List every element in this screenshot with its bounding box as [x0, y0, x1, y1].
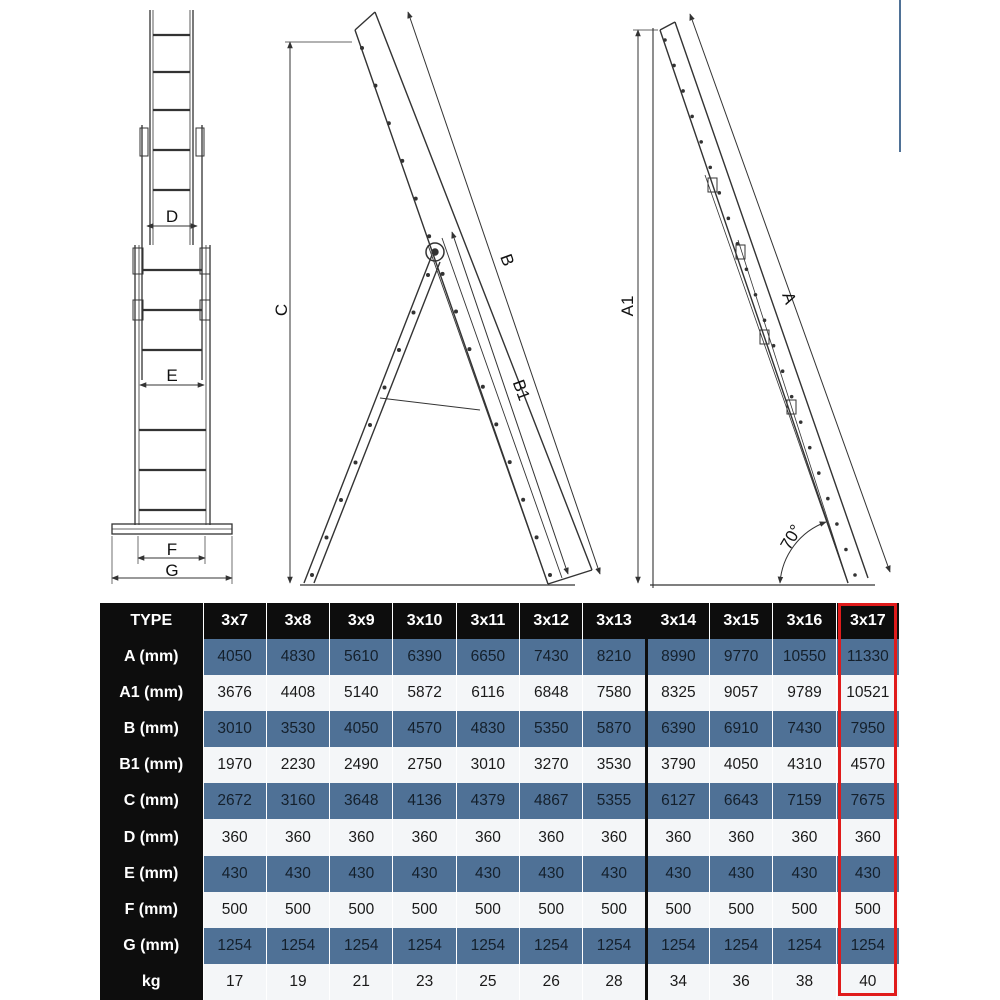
table-cell: 430	[773, 856, 836, 892]
table-cell: 2230	[266, 747, 329, 783]
rung-mark	[481, 385, 485, 389]
table-cell: 1254	[773, 928, 836, 964]
rung-mark	[325, 536, 329, 540]
rung-mark	[426, 273, 430, 277]
label-A1: A1	[618, 295, 637, 317]
label-B: B	[496, 251, 519, 269]
table-cell: 8210	[583, 639, 646, 675]
label-C: C	[272, 303, 291, 317]
table-cell: 10550	[773, 639, 836, 675]
type-header-3x16: 3x16	[773, 603, 836, 639]
rung-mark	[672, 64, 676, 68]
rung-mark	[508, 460, 512, 464]
table-cell: 9770	[710, 639, 773, 675]
table-cell: 9789	[773, 675, 836, 711]
rung-mark	[339, 498, 343, 502]
rung-mark	[383, 386, 387, 390]
row-label: C (mm)	[100, 783, 203, 819]
table-cell: 1970	[203, 747, 266, 783]
table-cell: 21	[330, 964, 393, 1000]
table-cell: 7580	[583, 675, 646, 711]
rung-mark	[699, 140, 703, 144]
rung-mark	[427, 234, 431, 238]
table-cell: 2490	[330, 747, 393, 783]
table-cell: 8325	[646, 675, 709, 711]
table-cell: 500	[330, 892, 393, 928]
table-cell: 430	[836, 856, 899, 892]
table-cell: 7675	[836, 783, 899, 819]
table-cell: 3648	[330, 783, 393, 819]
rung-mark	[690, 115, 694, 119]
rung-mark	[310, 573, 314, 577]
rung-mark	[535, 535, 539, 539]
row-label: D (mm)	[100, 819, 203, 855]
row-label: G (mm)	[100, 928, 203, 964]
rung-mark	[844, 548, 848, 552]
table-cell: 1254	[266, 928, 329, 964]
table-cell: 4310	[773, 747, 836, 783]
header-type-label: TYPE	[100, 603, 203, 639]
table-cell: 11330	[836, 639, 899, 675]
rung-mark	[754, 293, 758, 297]
table-cell: 360	[520, 819, 583, 855]
table-cell: 1254	[456, 928, 519, 964]
rung-mark	[368, 423, 372, 427]
table-cell: 500	[773, 892, 836, 928]
table-cell: 4570	[393, 711, 456, 747]
table-cell: 1254	[203, 928, 266, 964]
rung-mark	[441, 272, 445, 276]
table-cell: 10521	[836, 675, 899, 711]
front-view	[112, 10, 232, 534]
table-cell: 7430	[773, 711, 836, 747]
table-cell: 430	[330, 856, 393, 892]
rung-mark	[360, 46, 364, 50]
rung-mark	[397, 348, 401, 352]
rung-mark	[763, 318, 767, 322]
table-cell: 4050	[330, 711, 393, 747]
table-cell: 430	[266, 856, 329, 892]
table-cell: 430	[646, 856, 709, 892]
leaning-view	[633, 14, 890, 588]
table-cell: 4136	[393, 783, 456, 819]
row-label: A1 (mm)	[100, 675, 203, 711]
table-cell: 3270	[520, 747, 583, 783]
rung-mark	[548, 573, 552, 577]
table-cell: 5870	[583, 711, 646, 747]
row-label: A (mm)	[100, 639, 203, 675]
table-cell: 6848	[520, 675, 583, 711]
row-label: B (mm)	[100, 711, 203, 747]
rung-mark	[717, 191, 721, 195]
type-header-3x12: 3x12	[520, 603, 583, 639]
table-cell: 360	[773, 819, 836, 855]
rung-mark	[727, 217, 731, 221]
table-cell: 2750	[393, 747, 456, 783]
table-cell: 34	[646, 964, 709, 1000]
table-cell: 500	[646, 892, 709, 928]
table-row	[100, 675, 900, 711]
table-cell: 2672	[203, 783, 266, 819]
row-label: E (mm)	[100, 856, 203, 892]
table-cell: 360	[266, 819, 329, 855]
table-cell: 6643	[710, 783, 773, 819]
table-cell: 4050	[203, 639, 266, 675]
table-cell: 1254	[330, 928, 393, 964]
rung-mark	[808, 446, 812, 450]
label-E: E	[166, 366, 178, 385]
table-cell: 3160	[266, 783, 329, 819]
table-cell: 500	[520, 892, 583, 928]
table-cell: 26	[520, 964, 583, 1000]
spec-table	[100, 603, 900, 1000]
rung-mark	[781, 369, 785, 373]
table-cell: 6910	[710, 711, 773, 747]
rung-mark	[745, 267, 749, 271]
table-cell: 36	[710, 964, 773, 1000]
table-cell: 7430	[520, 639, 583, 675]
label-angle: 70°	[776, 521, 806, 554]
table-cell: 430	[393, 856, 456, 892]
table-cell: 430	[710, 856, 773, 892]
table-cell: 500	[393, 892, 456, 928]
table-cell: 5355	[583, 783, 646, 819]
table-cell: 4379	[456, 783, 519, 819]
table-cell: 5350	[520, 711, 583, 747]
table-cell: 4570	[836, 747, 899, 783]
type-header-3x13: 3x13	[583, 603, 646, 639]
table-cell: 3530	[583, 747, 646, 783]
rung-mark	[454, 310, 458, 314]
table-cell: 38	[773, 964, 836, 1000]
table-cell: 6127	[646, 783, 709, 819]
rung-mark	[708, 166, 712, 170]
table-cell: 3790	[646, 747, 709, 783]
table-cell: 6390	[646, 711, 709, 747]
rung-mark	[387, 121, 391, 125]
table-cell: 4408	[266, 675, 329, 711]
rung-mark	[663, 38, 667, 42]
table-cell: 360	[393, 819, 456, 855]
type-header-3x10: 3x10	[393, 603, 456, 639]
rung-mark	[494, 422, 498, 426]
table-cell: 430	[456, 856, 519, 892]
table-row	[100, 928, 900, 964]
table-cell: 1254	[393, 928, 456, 964]
table-row	[100, 819, 900, 855]
table-cell: 360	[203, 819, 266, 855]
label-G: G	[165, 561, 179, 580]
table-cell: 500	[836, 892, 899, 928]
table-row	[100, 856, 900, 892]
rung-mark	[681, 89, 685, 93]
table-cell: 360	[710, 819, 773, 855]
table-cell: 40	[836, 964, 899, 1000]
table-cell: 500	[266, 892, 329, 928]
table-cell: 7950	[836, 711, 899, 747]
table-cell: 360	[836, 819, 899, 855]
table-row	[100, 711, 900, 747]
label-F: F	[166, 540, 178, 559]
table-header-row	[100, 603, 900, 639]
table-cell: 430	[203, 856, 266, 892]
table-cell: 4830	[456, 711, 519, 747]
table-cell: 9057	[710, 675, 773, 711]
rung-mark	[400, 159, 404, 163]
rung-mark	[412, 311, 416, 315]
table-cell: 6650	[456, 639, 519, 675]
table-cell: 430	[583, 856, 646, 892]
table-cell: 5610	[330, 639, 393, 675]
rung-mark	[817, 471, 821, 475]
row-label: kg	[100, 964, 203, 1000]
table-cell: 360	[583, 819, 646, 855]
table-cell: 5140	[330, 675, 393, 711]
table-row	[100, 639, 900, 675]
table-row	[100, 783, 900, 819]
table-cell: 500	[710, 892, 773, 928]
table-cell: 500	[456, 892, 519, 928]
front-rungs	[139, 35, 206, 510]
row-label: F (mm)	[100, 892, 203, 928]
rung-mark	[373, 84, 377, 88]
front-dimensions	[112, 226, 232, 584]
table-cell: 500	[583, 892, 646, 928]
table-cell: 1254	[710, 928, 773, 964]
table-cell: 7159	[773, 783, 836, 819]
table-cell: 5872	[393, 675, 456, 711]
table-cell: 4830	[266, 639, 329, 675]
table-cell: 3010	[203, 711, 266, 747]
table-cell: 1254	[520, 928, 583, 964]
a-frame-rung-marks	[310, 46, 552, 577]
table-cell: 17	[203, 964, 266, 1000]
rung-mark	[414, 197, 418, 201]
table-row	[100, 892, 900, 928]
table-cell: 360	[330, 819, 393, 855]
table-cell: 19	[266, 964, 329, 1000]
table-cell: 1254	[836, 928, 899, 964]
rung-mark	[736, 242, 740, 246]
table-cell: 360	[646, 819, 709, 855]
type-header-3x15: 3x15	[710, 603, 773, 639]
table-row	[100, 964, 900, 1000]
table-cell: 25	[456, 964, 519, 1000]
rung-mark	[790, 395, 794, 399]
rung-mark	[772, 344, 776, 348]
rung-mark	[835, 522, 839, 526]
label-D: D	[165, 207, 179, 226]
table-cell: 1254	[646, 928, 709, 964]
table-cell: 6116	[456, 675, 519, 711]
table-cell: 500	[203, 892, 266, 928]
table-cell: 3530	[266, 711, 329, 747]
table-cell: 4867	[520, 783, 583, 819]
table-cell: 4050	[710, 747, 773, 783]
table-cell: 3676	[203, 675, 266, 711]
table-cell: 6390	[393, 639, 456, 675]
row-label: B1 (mm)	[100, 747, 203, 783]
table-row	[100, 747, 900, 783]
table-cell: 23	[393, 964, 456, 1000]
rung-mark	[826, 497, 830, 501]
type-header-3x9: 3x9	[330, 603, 393, 639]
table-cell: 28	[583, 964, 646, 1000]
label-B1: B1	[508, 377, 534, 404]
rung-mark	[354, 461, 358, 465]
rung-mark	[853, 573, 857, 577]
type-header-3x14: 3x14	[646, 603, 709, 639]
a-frame-view	[285, 12, 600, 585]
table-cell: 360	[456, 819, 519, 855]
rung-mark	[521, 498, 525, 502]
label-A: A	[778, 289, 801, 307]
table-cell: 1254	[583, 928, 646, 964]
table-cell: 8990	[646, 639, 709, 675]
type-header-3x17: 3x17	[836, 603, 899, 639]
type-header-3x11: 3x11	[456, 603, 519, 639]
rung-mark	[799, 420, 803, 424]
type-header-3x8: 3x8	[266, 603, 329, 639]
table-cell: 3010	[456, 747, 519, 783]
type-header-3x7: 3x7	[203, 603, 266, 639]
rung-mark	[467, 347, 471, 351]
table-cell: 430	[520, 856, 583, 892]
